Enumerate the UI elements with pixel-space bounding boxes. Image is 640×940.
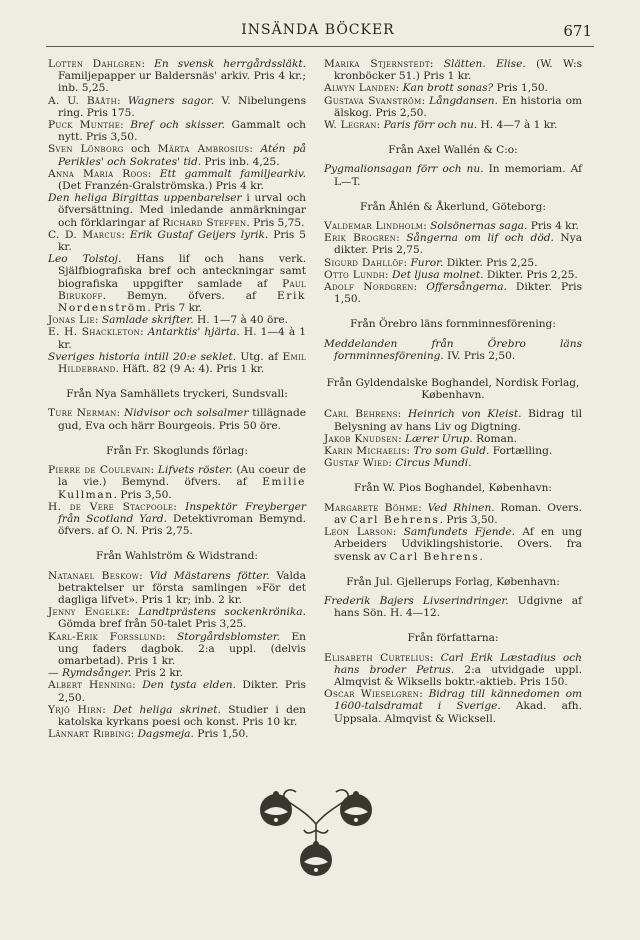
book-title: Slätten. Elise. <box>443 58 526 70</box>
entry-text: — <box>48 667 62 680</box>
book-entry <box>48 351 306 375</box>
book-title: Heinrich von Kleist. <box>407 408 522 421</box>
author-name: Sven Lönborg <box>48 143 124 156</box>
entry-text: : <box>141 58 155 70</box>
author-name: Jakob Knudsen <box>324 432 399 445</box>
book-title: Sångerna om lif och död. <box>406 232 554 245</box>
book-entry <box>48 95 306 119</box>
publisher-heading: Från författarna: <box>407 632 499 645</box>
entry-text: Fortælling. <box>489 445 553 458</box>
entry-text: : <box>429 651 441 664</box>
author-name: Anna Maria Roos <box>48 167 148 180</box>
author-name: Paul Birukoff <box>58 277 306 302</box>
author-name: Märta Ambrosius <box>157 143 250 156</box>
book-title: Frederik Bajers Livserindringer. <box>324 594 509 607</box>
author-name: Yrjö Hirn <box>48 703 103 716</box>
entry-text: . Pris 5,75. <box>246 216 305 229</box>
book-title: Meddelanden från Örebro läns fornminnesförening. <box>324 337 582 362</box>
author-name: Otto Lundh <box>324 268 386 281</box>
book-title: Sveriges historia intill 20:e seklet. <box>48 350 237 363</box>
entry-text: : <box>147 167 160 180</box>
publisher-heading: Från Fr. Skoglunds förlag: <box>106 444 248 457</box>
author-name: Karl-Erik Forsslund <box>48 630 163 643</box>
book-entry <box>48 168 306 192</box>
author-name: Puck Munthe <box>48 119 121 132</box>
author-name: Alwyn Landen <box>324 82 396 95</box>
author-name: Oscar Wieselgren <box>324 688 420 701</box>
author-name: Sigurd Dahllöf <box>324 256 404 269</box>
entry-text: : <box>130 728 138 741</box>
author-name: Natanael Beskow <box>48 569 140 582</box>
entry-text: (W. W:s kronböcker 51.) Pris 1 kr. <box>334 58 583 83</box>
entry-text: : <box>419 688 429 701</box>
author-name: E. H. Shackleton <box>48 326 141 339</box>
entry-text: Roman. <box>472 432 518 445</box>
entry-text: . Pris 3,50. <box>439 513 498 526</box>
author-name: Gustava Svanström <box>324 94 422 107</box>
entry-text: tillägnade gud, Eva och härr Bourgeois. Pris 50 öre. <box>58 407 307 432</box>
book-title: Vid Mästarens fötter. <box>149 569 270 582</box>
left-column <box>48 58 306 740</box>
book-entry <box>48 606 306 630</box>
entry-text: Af en ung Arbeiders Udviklingshistorie. Overs. fra svensk av <box>334 526 582 563</box>
entry-text: : <box>140 326 148 339</box>
entry-text: Valda betraktelser ur första samlingen »För det dagliga lifvet». Pris 1 kr; inb. 2 kr. <box>58 569 306 606</box>
book-title: En svensk herrgårdssläkt. <box>154 58 306 70</box>
entry-text: Nya dikter. Pris 2,75. <box>334 232 583 257</box>
author-name: Adolf Nordgren <box>324 281 414 294</box>
entry-text: Studier i den katolska kyrkans poesi och konst. Pris 10 kr. <box>58 703 306 728</box>
entry-text: : <box>418 501 428 514</box>
book-title: Furor. <box>410 256 444 269</box>
book-entry <box>324 526 582 563</box>
entry-text: : <box>249 143 261 156</box>
author-name: Emil Hildebrand <box>58 350 306 376</box>
book-entry <box>48 143 306 167</box>
entry-text: : <box>162 630 178 643</box>
publisher-heading: Från Örebro läns fornminnesförening: <box>350 318 556 331</box>
entry-text: : <box>397 408 408 421</box>
book-entry <box>48 570 306 607</box>
book-title: Paris förr och nu. <box>383 119 478 132</box>
entry-text: : <box>126 606 139 619</box>
entry-text: : <box>116 407 125 420</box>
entry-text: : <box>102 703 114 716</box>
publisher-heading: Från Axel Wallén & C:o: <box>388 144 518 157</box>
book-entry <box>324 58 582 82</box>
book-title: Långdansen. <box>429 94 498 107</box>
book-entry <box>324 457 582 469</box>
entry-text: IV. Pris 2,50. <box>443 349 516 362</box>
book-entry <box>324 502 582 526</box>
book-title: Ved Rhinen. <box>427 501 495 514</box>
book-title: Lærer Urup. <box>405 432 473 445</box>
entry-text: : <box>94 314 102 327</box>
author-name: A. U. Bååth <box>48 94 117 107</box>
entry-text: Familjepapper ur Baldersnäs' arkiv. Pris 4 kr.; inb. 5,25. <box>58 70 306 95</box>
entry-text: : <box>132 679 143 692</box>
entry-text: Pris 2 kr. <box>131 667 184 680</box>
entry-text: : <box>150 464 158 477</box>
author-name: Jenny Engelke <box>48 606 127 619</box>
book-title: Circus Mundi. <box>395 457 472 470</box>
entry-text: Gammalt och nytt. Pris 3,50. <box>58 119 306 144</box>
translator-name: Emilie Kullman <box>58 476 306 501</box>
entry-text: : <box>395 82 403 95</box>
entry-text: H. 4—7 à 1 kr. <box>477 119 558 132</box>
book-entry <box>48 407 306 431</box>
entry-text: Pris 1,50. <box>493 82 548 95</box>
entry-text: . Pris 3,50. <box>113 488 172 501</box>
book-entry <box>48 253 306 314</box>
book-title: Samfundets Fjende. <box>403 526 516 539</box>
entry-text: . Pris 7 kr. <box>147 302 203 315</box>
bells-ornament-icon <box>246 772 386 882</box>
entry-text: : <box>406 445 414 458</box>
author-name: Richard Steffen <box>162 216 247 229</box>
book-entry <box>324 338 582 362</box>
book-title: Samlade skrifter. <box>101 314 194 327</box>
entry-text: V. Nibelungens ring. Pris 175. <box>58 94 307 119</box>
book-entry <box>324 281 582 305</box>
entry-text: : <box>398 432 406 445</box>
entry-text: Utg. af <box>236 350 283 363</box>
translator-name: Carl Behrens <box>349 513 440 526</box>
entry-text: : <box>117 94 128 107</box>
book-title: Den heliga Birgittas uppenbarelser <box>48 192 242 205</box>
author-name: Erik Brogren <box>324 232 397 245</box>
author-name: Lotten Dahlgren <box>48 58 142 70</box>
entry-text: Dikter. Pris 1,50. <box>334 281 583 306</box>
entry-text: (Det Franzén-Gralströmska.) Pris 4 kr. <box>58 180 264 193</box>
book-entry <box>48 631 306 668</box>
entry-text: Pris 5 kr. <box>58 228 307 254</box>
book-entry <box>48 314 306 326</box>
author-name: Ture Nerman <box>48 407 117 420</box>
entry-text: : <box>429 58 444 70</box>
book-title: Lifvets röster. <box>157 464 233 477</box>
page-header <box>48 22 592 42</box>
entry-text: Bidrag til Belysning av hans Liv og Digtning. <box>334 408 582 433</box>
entry-text: : <box>423 220 431 233</box>
book-entry <box>48 192 306 229</box>
book-entry <box>48 667 306 679</box>
entry-text: : <box>120 119 131 132</box>
author-name: Elisabeth Curtelius <box>324 651 430 664</box>
author-name: Jonas Lie <box>48 314 95 327</box>
entry-text: Dikter. Pris 2,25. <box>483 268 578 281</box>
book-entry <box>48 119 306 143</box>
book-title: Nidvisor och solsalmer <box>124 407 249 420</box>
entry-text: . Bemyn. öfvers. af <box>102 289 277 302</box>
book-entry <box>324 220 582 232</box>
entry-text: Udgivne af hans Sön. H. 4—12. <box>334 594 582 620</box>
book-title: Dagsmeja. <box>137 728 194 741</box>
author-name: Pierre de Coulevain <box>48 464 151 477</box>
entry-text: H. 1—7 à 40 öre. <box>193 314 289 327</box>
entry-text: : <box>388 457 396 470</box>
book-entry <box>48 326 306 350</box>
book-title: Rymdsånger. <box>61 667 132 680</box>
book-entry <box>324 652 582 689</box>
book-entry <box>324 433 582 445</box>
publisher-heading: Från Jul. Gjellerups Forlag, København: <box>346 575 560 588</box>
right-column <box>324 58 582 725</box>
book-title: Ett gammalt familjearkiv. <box>159 167 306 180</box>
entry-text: In memoriam. Af L—T. <box>334 163 582 188</box>
entry-text: Pris 1,50. <box>193 728 249 741</box>
book-title: Leo Tolstoj. <box>48 253 122 266</box>
book-entry <box>48 679 306 703</box>
translator-name: Carl Behrens <box>389 550 480 563</box>
header-rule <box>46 46 594 47</box>
entry-text: Akad. afh. Uppsala. Almqvist & Wicksell. <box>334 700 582 725</box>
book-title: Tro som Guld. <box>413 445 490 458</box>
translator-name: Erik Nordenström <box>58 289 306 315</box>
publisher-heading: Från Nya Samhällets tryckeri, Sundsvall: <box>66 388 288 401</box>
book-entry <box>324 82 582 94</box>
entry-text: : <box>139 569 150 582</box>
entry-text: . <box>479 550 483 563</box>
author-name: Margarete Böhme <box>324 501 419 514</box>
book-title: Bidrag till kännedomen om 1600-talsdramat i Sverige. <box>334 688 583 713</box>
book-entry <box>324 445 582 457</box>
entry-text: Detektivroman Bemynd. öfvers. af O. N. Pris 2,75. <box>58 512 306 538</box>
book-entry <box>324 595 582 619</box>
entry-text: (Au coeur de la vie.) Bemynd. öfvers. af <box>58 464 306 489</box>
author-name: Carl Behrens <box>324 408 398 421</box>
entry-text: 2:a utvidgade uppl. Almqvist & Wiksells boktr.-aktieb. Pris 150. <box>334 663 582 688</box>
book-title: Kan brott sonas? <box>402 82 494 95</box>
book-title: Solsönernas saga. <box>430 220 528 233</box>
entry-text: Pris inb. 4,25. <box>201 155 280 168</box>
book-title: Den tysta elden. <box>142 679 236 692</box>
author-name: H. de Vere Stacpoole <box>48 500 174 513</box>
entry-text: H. 1—4 à 1 kr. <box>58 326 306 351</box>
book-title: Erik Gustaf Geijers lyrik. <box>129 228 269 241</box>
entry-text: : <box>121 228 130 241</box>
book-title: Atén på Perikles' och Sokrates' tid. <box>58 143 306 168</box>
book-title: Storgårdsblomster. <box>177 630 281 643</box>
entry-text: Roman. Overs. av <box>334 501 582 526</box>
author-name: Marika Stjernstedt <box>324 58 430 70</box>
book-title: Inspektör Freyberger från Scotland Yard. <box>58 500 306 525</box>
author-name: Albert Henning <box>48 679 133 692</box>
author-name: W. Legran <box>324 119 377 132</box>
book-entry <box>48 229 306 253</box>
book-title: Pygmalionsagan förr och nu. <box>324 163 484 176</box>
book-title: Wagners sagor. <box>127 94 215 107</box>
entry-text: : <box>385 268 392 281</box>
book-title: Det ljusa molnet. <box>391 268 484 281</box>
page-number: 671 <box>563 22 592 40</box>
entry-text: : <box>392 526 404 539</box>
entry-text: Dikter. Pris 2,25. <box>443 256 538 269</box>
book-entry <box>324 408 582 432</box>
entry-text: och <box>123 143 158 156</box>
entry-text: : <box>403 256 411 269</box>
book-title: Carl Erik Læstadius och hans broder Petrus. <box>334 651 582 676</box>
book-title: Landtprästens sockenkrönika. <box>138 606 306 619</box>
book-entry <box>48 58 306 95</box>
book-entry <box>48 704 306 728</box>
book-title: Det heliga skrinet. <box>113 703 221 716</box>
book-title: Offersångerna. <box>426 281 507 294</box>
book-entry <box>48 464 306 501</box>
entry-text: En historia om älskog. Pris 2,50. <box>334 94 583 119</box>
author-name: Valdemar Lindholm <box>324 220 424 233</box>
book-entry <box>324 688 582 725</box>
entry-text: En ung faders dagbok. 2:a uppl. (delvis omarbetad). Pris 1 kr. <box>58 630 307 667</box>
entry-text: Hans lif och hans verk. Själfbiografiska bref och anteckningar samt biografiska uppgifter samlade af <box>58 253 306 290</box>
entry-text: Dikter. Pris 2,50. <box>58 679 306 704</box>
entry-text: : <box>396 232 407 245</box>
entry-text: : <box>413 281 427 294</box>
book-entry <box>324 269 582 281</box>
author-name: Lännart Ribbing <box>48 728 131 741</box>
book-title: Antarktis' hjärta. <box>147 326 240 339</box>
publisher-heading: Från Wahlström & Widstrand: <box>96 550 258 563</box>
book-entry <box>324 119 582 131</box>
publisher-heading: Från Åhlén & Åkerlund, Göteborg: <box>360 200 546 213</box>
publisher-heading: Från Gyldendalske Boghandel, Nordisk Forlag, København. <box>326 377 580 402</box>
author-name: Leon Larson <box>324 526 393 539</box>
author-name: C. D. Marcus <box>48 228 122 241</box>
entry-text: : <box>173 500 186 513</box>
author-name: Karin Michaelis <box>324 445 407 458</box>
author-name: Gustaf Wied <box>324 457 389 470</box>
book-entry <box>324 257 582 269</box>
entry-text: Gömda bref från 50-talet Pris 3,25. <box>58 618 247 631</box>
book-title: Bref och skisser. <box>130 119 226 132</box>
entry-text: Pris 4 kr. <box>527 220 579 233</box>
entry-text: . Häft. 82 (9 A: 4). Pris 1 kr. <box>115 363 265 376</box>
book-entry <box>324 163 582 187</box>
book-entry <box>324 95 582 119</box>
entry-text: : <box>421 94 430 107</box>
running-title: INSÄNDA BÖCKER <box>241 22 395 38</box>
book-entry <box>48 501 306 538</box>
book-entry <box>48 728 306 740</box>
book-entry <box>324 232 582 256</box>
publisher-heading: Från W. Pios Boghandel, København: <box>354 482 552 495</box>
entry-text: i urval och öfversättning. Med inledande anmärkningar och förklaringar af <box>58 192 306 229</box>
entry-text: : <box>376 119 384 132</box>
